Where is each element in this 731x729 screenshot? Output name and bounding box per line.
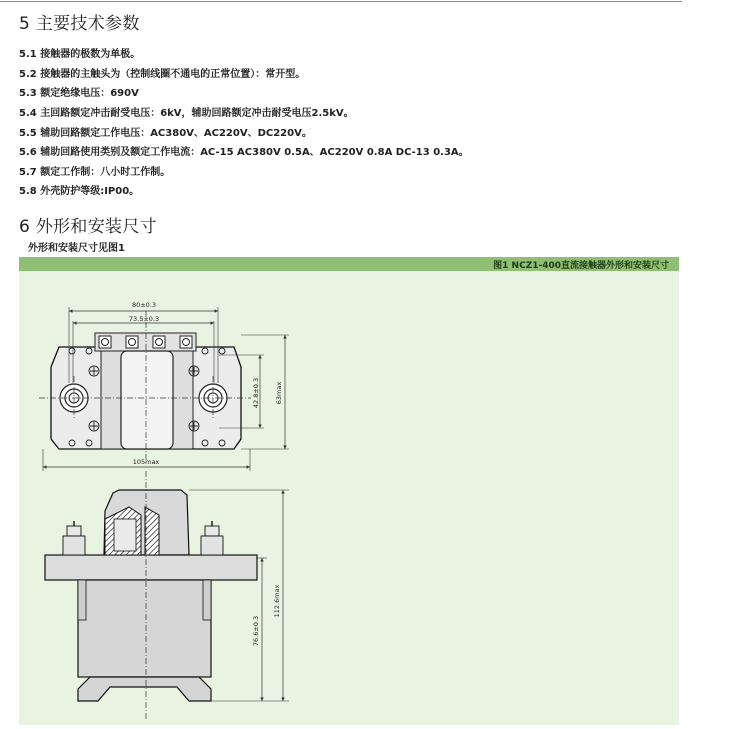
dim-width-outer: 80±0.3 [131,301,157,309]
dim-side-height-mount: 76.6±0.3 [252,615,260,647]
dim-height-max: 63max [275,381,283,405]
contactor-drawing [19,271,679,725]
dim-width-max: 105max [132,458,160,466]
spec-item-5-7: 5.7 额定工作制：八小时工作制。 [19,167,171,178]
dim-side-height-max: 112.6max [273,584,281,618]
top-rule [0,1,682,2]
dim-height-hole: 42.8±0.3 [252,377,260,409]
section-6-heading: 6 外形和安装尺寸 [19,217,157,237]
spec-item-5-4: 5.4 主回路额定冲击耐受电压：6kV，辅助回路额定冲击耐受电压2.5kV。 [19,108,354,119]
figure-caption: 图1 NCZ1-400直流接触器外形和安装尺寸 [493,261,669,271]
spec-item-5-5: 5.5 辅助回路额定工作电压：AC380V、AC220V、DC220V。 [19,128,312,139]
spec-item-5-8: 5.8 外壳防护等级:IP00。 [19,186,140,197]
figure-panel [19,271,679,725]
spec-item-5-3: 5.3 额定绝缘电压：690V [19,88,139,99]
figure-caption-bar [19,257,679,271]
side-view [45,490,257,701]
spec-item-5-2: 5.2 接触器的主触头为（控制线圈不通电的正常位置）：常开型。 [19,69,306,80]
dim-width-inner: 73.5±0.3 [128,315,160,323]
section-5-heading: 5 主要技术参数 [19,14,140,34]
spec-item-5-1: 5.1 接触器的极数为单极。 [19,49,141,60]
figure-reference-note: 外形和安装尺寸见图1 [28,243,125,254]
spec-item-5-6: 5.6 辅助回路使用类别及额定工作电流：AC-15 AC380V 0.5A、AC220V 0.8A DC-13 0.3A。 [19,147,469,158]
